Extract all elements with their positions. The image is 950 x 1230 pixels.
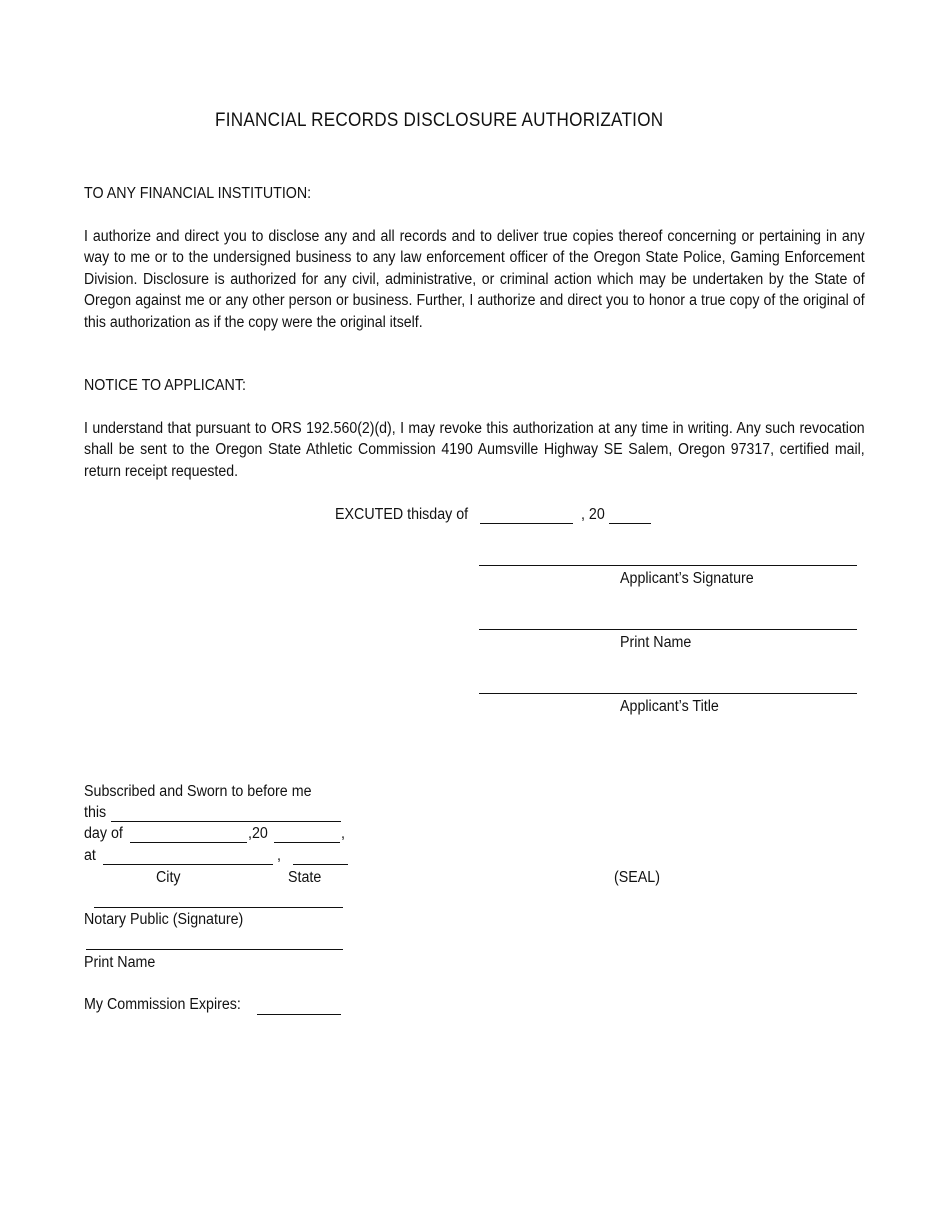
notary-print-name-label: Print Name <box>84 954 156 971</box>
notary-signature-line[interactable] <box>94 907 343 908</box>
at-comma: , <box>277 847 281 864</box>
applicant-title-line[interactable] <box>479 693 857 694</box>
executed-year-blank[interactable] <box>609 523 651 524</box>
commission-expires-label: My Commission Expires: <box>84 996 241 1013</box>
notary-signature-label: Notary Public (Signature) <box>84 911 244 928</box>
notary-city-blank[interactable] <box>103 864 273 865</box>
applicant-signature-line[interactable] <box>479 565 857 566</box>
notary-year-blank[interactable] <box>274 842 340 843</box>
executed-label: EXCUTED thisday of <box>335 506 469 523</box>
seal-label: (SEAL) <box>614 869 660 886</box>
executed-day-month-blank[interactable] <box>480 523 573 524</box>
notary-state-blank[interactable] <box>293 864 348 865</box>
notary-day-blank[interactable] <box>130 842 247 843</box>
applicant-signature-label: Applicant’s Signature <box>620 570 754 587</box>
print-name-label: Print Name <box>620 634 692 651</box>
subscribed-label: Subscribed and Sworn to before me <box>84 783 312 800</box>
notary-print-name-line[interactable] <box>86 949 343 950</box>
day-of-label: day of <box>84 825 123 842</box>
this-label: this <box>84 804 107 821</box>
print-name-line[interactable] <box>479 629 857 630</box>
city-label: City <box>156 869 181 886</box>
notice-heading: NOTICE TO APPLICANT: <box>84 377 246 394</box>
notice-paragraph: I understand that pursuant to ORS 192.560(2)(d), I may revoke this authorization at any time in writing. Any such revocation shall be sent to the Oregon State Athletic Commission 4190 Aumsville Highway SE Salem, Oregon 97317, certified mail, return receipt requested. <box>84 420 865 480</box>
at-label: at <box>84 847 96 864</box>
institution-heading: TO ANY FINANCIAL INSTITUTION: <box>84 185 312 202</box>
commission-expires-blank[interactable] <box>257 1014 341 1015</box>
executed-year-label: , 20 <box>581 506 605 523</box>
notary-year-label: ,20 <box>248 825 268 842</box>
notary-year-comma: , <box>341 825 345 842</box>
authorization-paragraph: I authorize and direct you to disclose any and all records and to deliver true copies thereof concerning or pertaining in any way to me or to the undersigned business to any law enforcement officer of the Oregon State Police, Gaming Enforcement Division. Disclosure is authorized for any civil, administrative, or criminal action which may be undertaken by the State of Oregon against me or any other person or business. Further, I authorize and direct you to honor a true copy of the original of this authorization as if the copy were the original itself. <box>84 228 865 331</box>
notary-this-blank[interactable] <box>111 821 341 822</box>
state-label: State <box>288 869 322 886</box>
document-title: FINANCIAL RECORDS DISCLOSURE AUTHORIZATION <box>215 110 664 131</box>
applicant-title-label: Applicant’s Title <box>620 698 719 715</box>
